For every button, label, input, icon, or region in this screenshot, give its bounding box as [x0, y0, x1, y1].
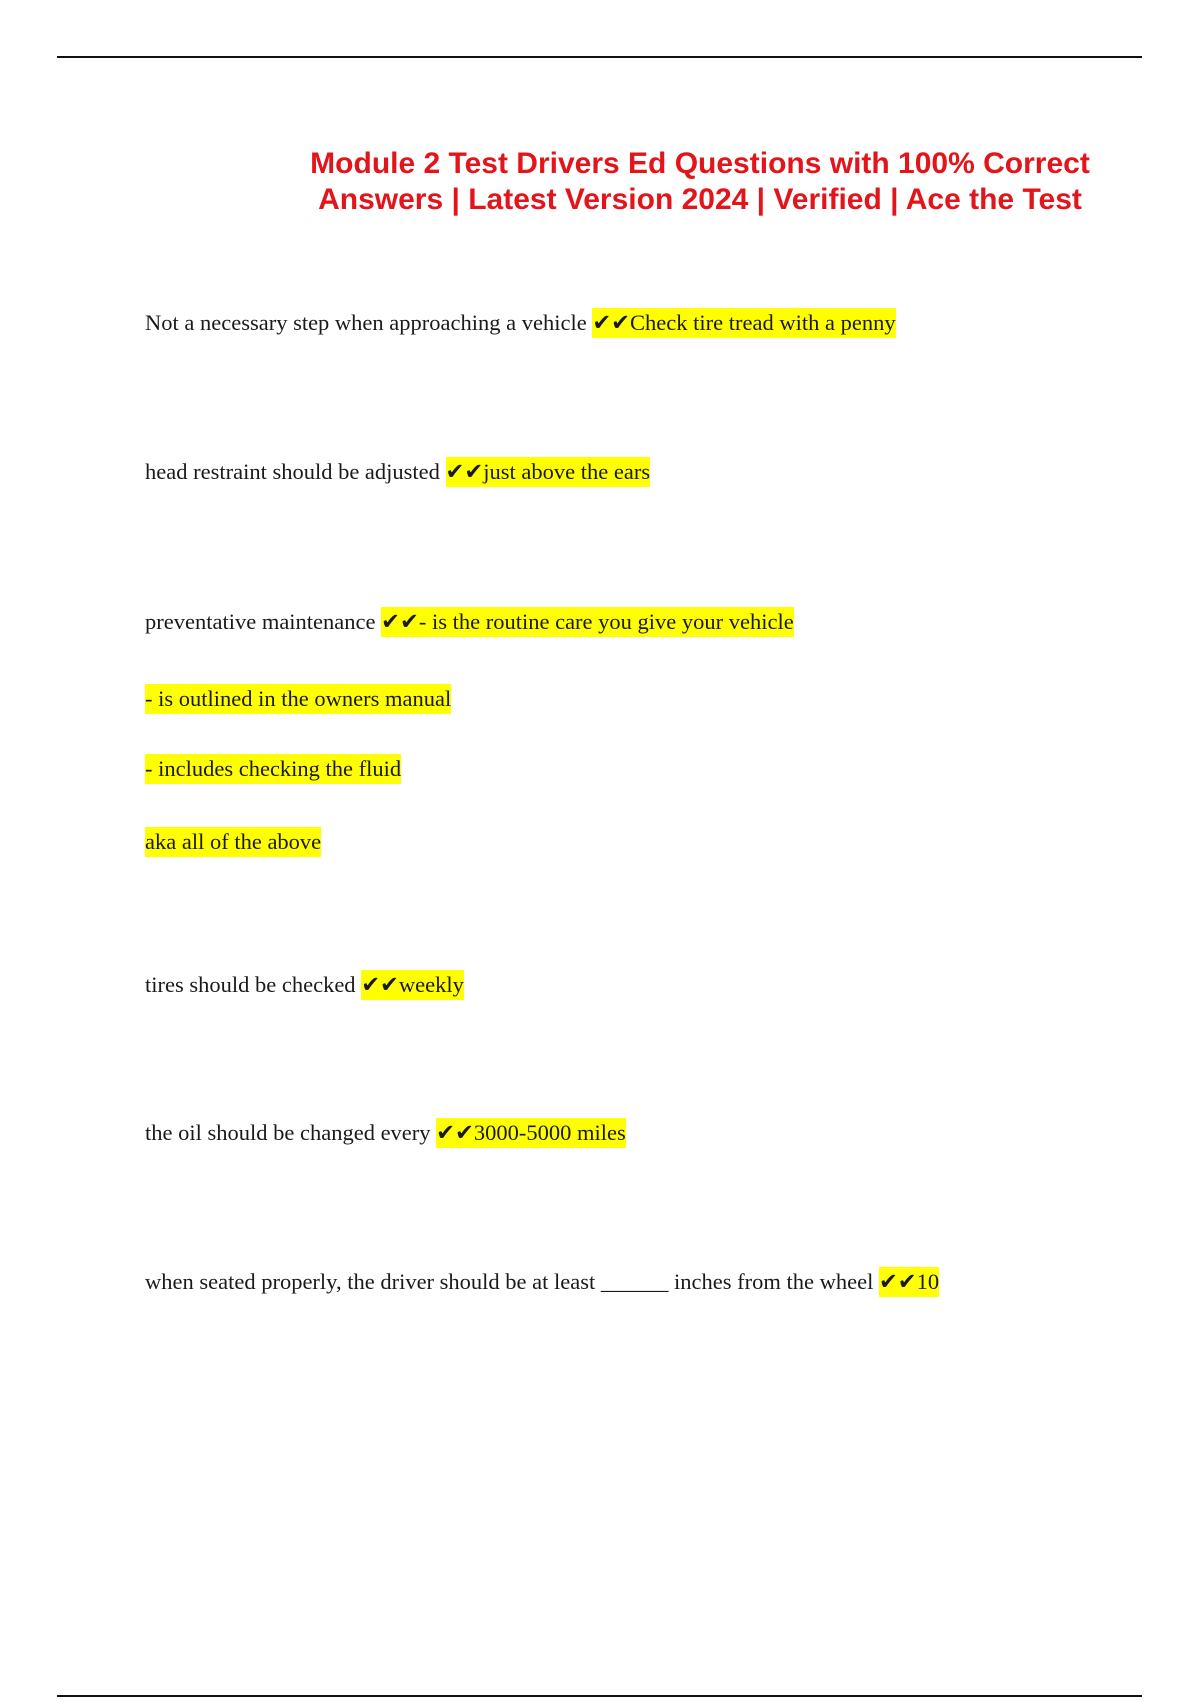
- answer-highlight: [446, 457, 651, 487]
- answer-text: - is outlined in the owners manual: [145, 684, 451, 714]
- question-text: when seated properly, the driver should be at least ______ inches from the wheel: [145, 1269, 879, 1294]
- answer-continuation: [145, 754, 401, 784]
- answer-continuation: [145, 684, 451, 714]
- answer-highlight: [879, 1267, 939, 1297]
- double-check-icon: ✔✔: [878, 1269, 917, 1294]
- qa-item: [145, 1267, 939, 1297]
- answer-text: - is the routine care you give your vehicle: [418, 609, 794, 634]
- answer-text: Check tire tread with a penny: [630, 310, 896, 335]
- header-rule: [57, 56, 1142, 58]
- answer-highlight: [436, 1118, 626, 1148]
- answer-continuation: [145, 827, 321, 857]
- answer-text: aka all of the above: [145, 827, 321, 857]
- answer-text: 3000-5000 miles: [473, 1120, 626, 1145]
- double-check-icon: ✔✔: [361, 972, 399, 997]
- double-check-icon: ✔✔: [381, 609, 419, 634]
- question-text: preventative maintenance: [145, 609, 382, 634]
- answer-text: 10: [916, 1269, 940, 1294]
- answer-highlight: [381, 607, 794, 637]
- double-check-icon: ✔✔: [436, 1120, 474, 1145]
- qa-item: [145, 970, 464, 1000]
- qa-item: [145, 607, 794, 637]
- answer-text: just above the ears: [483, 459, 651, 484]
- answer-text: weekly: [398, 972, 464, 997]
- question-text: Not a necessary step when approaching a vehicle: [145, 310, 593, 335]
- question-text: tires should be checked: [145, 972, 362, 997]
- qa-item: [145, 1118, 626, 1148]
- qa-item: [145, 308, 896, 338]
- answer-text: - includes checking the fluid: [145, 754, 401, 784]
- answer-highlight: [592, 308, 895, 338]
- question-text: head restraint should be adjusted: [145, 459, 446, 484]
- footer-rule: [57, 1695, 1142, 1697]
- double-check-icon: ✔✔: [592, 310, 631, 335]
- document-title: Module 2 Test Drivers Ed Questions with 100% Correct Answers | Latest Version 2024 | Verified | Ace the Test: [310, 147, 1090, 216]
- qa-item: [145, 457, 650, 487]
- question-text: the oil should be changed every: [145, 1120, 437, 1145]
- answer-highlight: [361, 970, 464, 1000]
- double-check-icon: ✔✔: [445, 459, 484, 484]
